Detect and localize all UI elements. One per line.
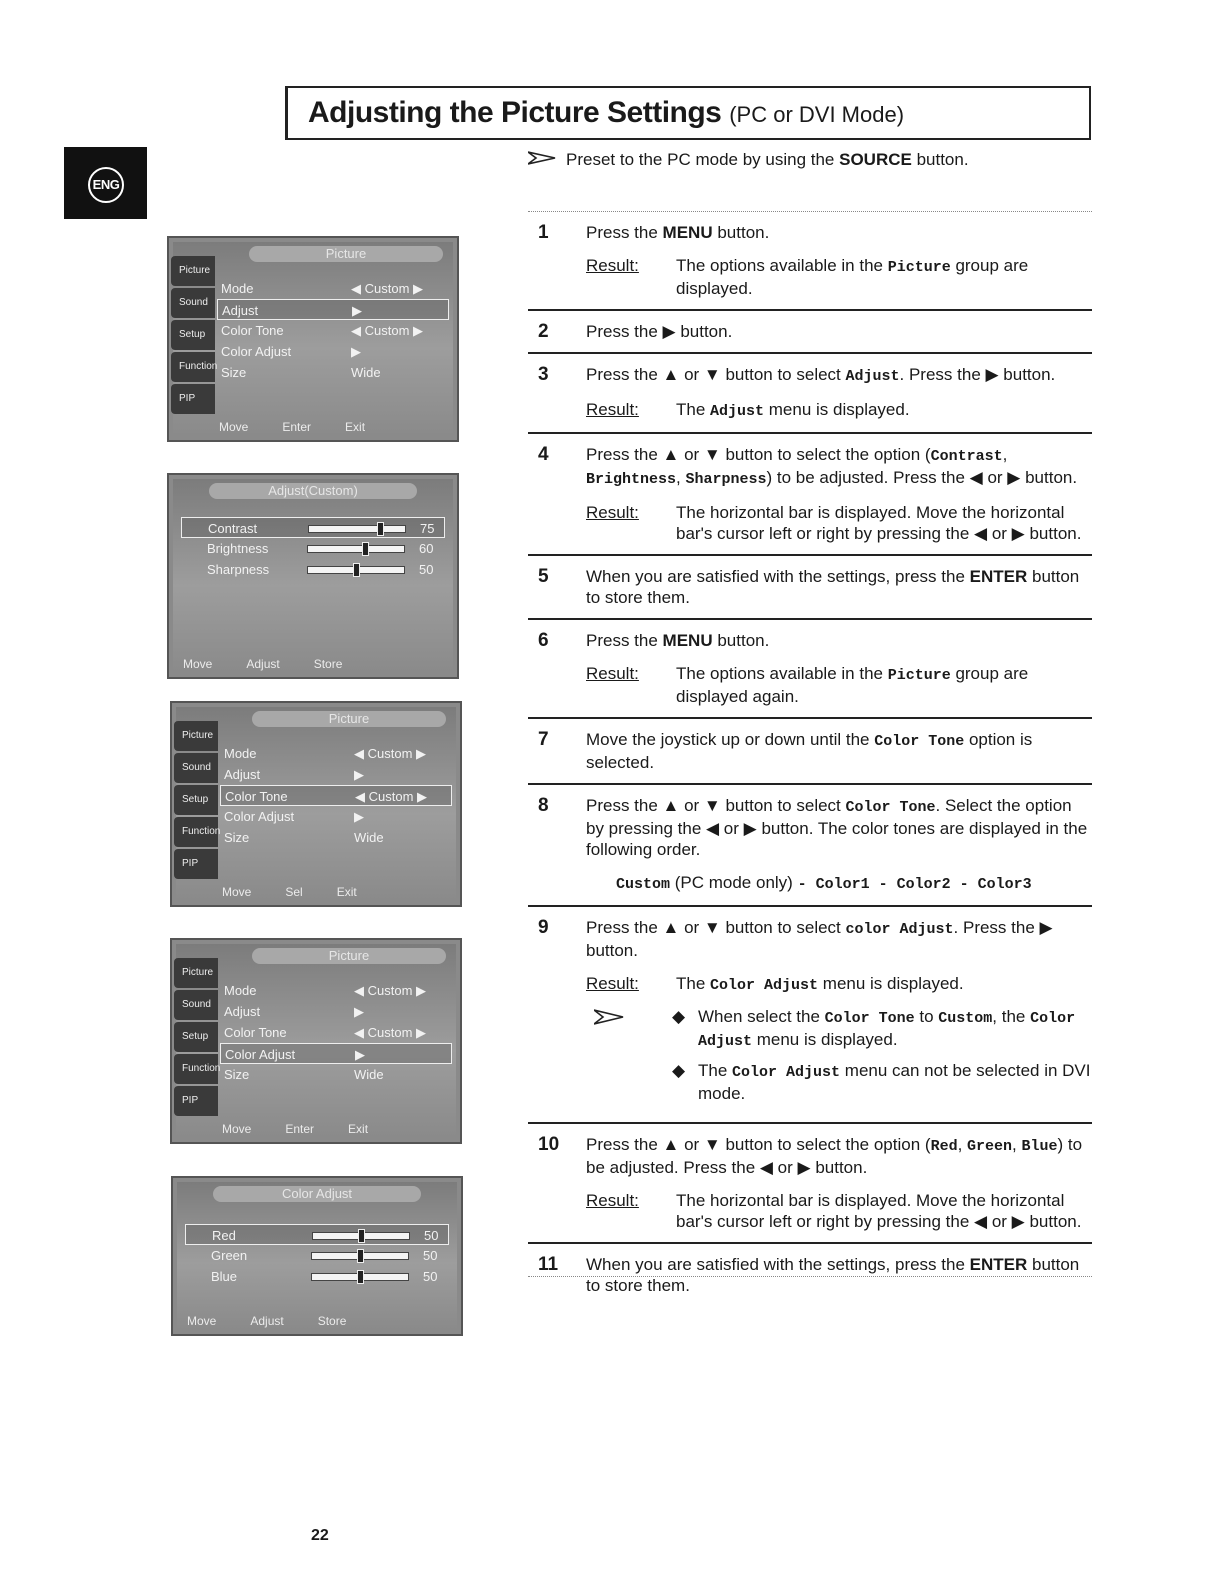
osd-row-selected <box>185 1224 449 1245</box>
osd-row <box>181 538 445 559</box>
step-text: Press the ▶ button. <box>586 322 733 341</box>
step-result <box>586 663 1092 707</box>
osd-picture-menu-color-tone <box>170 701 462 907</box>
osd-row-selected <box>181 517 445 538</box>
osd-rows <box>185 1224 449 1287</box>
osd-slider-bar <box>307 566 405 574</box>
note-item <box>666 1060 1092 1104</box>
osd-row-label: Size <box>224 830 250 845</box>
result-label: Result: <box>586 400 639 419</box>
step-code: Color Tone <box>874 733 965 750</box>
osd-sidebar-function: Function <box>171 352 215 382</box>
result-text: The options available in the <box>676 256 888 275</box>
step-text: , <box>1012 1135 1022 1154</box>
step-text: . Select the option by pressing the ◀ or ▶ button. The color tones are displayed in the following order. <box>586 796 1088 859</box>
result-text: The horizontal bar is displayed. Move the horizontal bar's cursor left or right by pressing the ◀ or ▶ button. <box>676 1191 1082 1231</box>
step-9 <box>528 917 1092 1124</box>
osd-row-label: Color Tone <box>224 1025 287 1040</box>
osd-sidebar-sound: Sound <box>171 288 215 318</box>
step-text: button to store them. <box>586 1255 1080 1295</box>
osd-row-label: Mode <box>224 983 257 998</box>
page-title-sub: (PC or DVI Mode) <box>729 102 905 127</box>
osd-footer <box>222 883 454 901</box>
osd-row-label: Sharpness <box>207 562 270 577</box>
step-bold: ENTER <box>969 567 1028 586</box>
result-text: group are displayed again. <box>676 664 1029 706</box>
step-bold: ENTER <box>969 1255 1028 1274</box>
step-code: Blue <box>1021 1138 1058 1155</box>
osd-footer <box>183 655 451 673</box>
osd-row-value: ◀ Custom ▶ <box>354 1025 427 1040</box>
osd-rows <box>217 278 449 383</box>
step-result <box>586 399 1092 422</box>
osd-row-value: ◀ Custom ▶ <box>351 281 424 296</box>
osd-rows <box>181 517 445 580</box>
step-number: 5 <box>538 566 549 587</box>
step-result <box>586 1190 1092 1232</box>
osd-row-label: Size <box>224 1067 250 1082</box>
step-number: 2 <box>538 321 549 342</box>
osd-footer <box>187 1312 455 1330</box>
osd-footer-sel: Sel <box>285 885 303 899</box>
result-label: Result: <box>586 664 639 683</box>
osd-footer-store: Store <box>313 657 343 671</box>
step-bold: MENU <box>662 631 713 650</box>
osd-picture-menu-adjust <box>167 236 459 442</box>
note-code: Color Adjust <box>732 1064 841 1081</box>
osd-row-label: Adjust <box>224 1004 261 1019</box>
osd-footer-exit: Exit <box>348 1122 369 1136</box>
osd-sidebar-sound: Sound <box>174 753 218 783</box>
osd-row <box>220 1022 452 1043</box>
osd-sidebar <box>171 256 218 416</box>
osd-row-value: 75 <box>420 521 435 536</box>
osd-row <box>217 320 449 341</box>
osd-header: Picture <box>252 711 446 727</box>
step-text: . Press the ▶ button. <box>586 918 1053 960</box>
osd-header: Picture <box>252 948 446 964</box>
step-code: Contrast <box>930 448 1003 465</box>
step-10 <box>528 1134 1092 1244</box>
page-title-box <box>285 86 1091 140</box>
osd-slider-bar <box>307 545 405 553</box>
result-label: Result: <box>586 974 639 993</box>
step-text: , <box>957 1135 968 1154</box>
osd-sidebar-picture: Picture <box>174 958 218 988</box>
osd-footer-adjust: Adjust <box>246 657 280 671</box>
osd-footer-move: Move <box>183 657 213 671</box>
osd-row-label: Adjust <box>224 767 261 782</box>
osd-row-value: Wide <box>354 830 384 845</box>
osd-footer-move: Move <box>219 420 249 434</box>
osd-footer-move: Move <box>222 1122 252 1136</box>
note-arrow-icon <box>594 1008 624 1026</box>
osd-row-label: Size <box>221 365 247 380</box>
osd-sidebar-picture: Picture <box>174 721 218 751</box>
osd-row-label: Green <box>211 1248 248 1263</box>
step-text: Press the <box>586 223 663 242</box>
divider-dotted-top <box>528 211 1092 213</box>
preset-source: SOURCE <box>839 150 912 169</box>
osd-header: Color Adjust <box>213 1186 421 1202</box>
step-number: 7 <box>538 729 549 750</box>
osd-sidebar-pip: PIP <box>174 1086 218 1116</box>
osd-slider-bar <box>311 1273 409 1281</box>
osd-slider-bar <box>311 1252 409 1260</box>
result-text: group are displayed. <box>676 256 1029 298</box>
note-code: Color Adjust <box>698 1010 1076 1050</box>
color-tone-sequence <box>586 872 1092 895</box>
step-text: Press the ▲ or ▼ button to select the option ( <box>586 445 931 464</box>
note-text: menu is displayed. <box>752 1030 898 1049</box>
step-text: , <box>676 468 686 487</box>
step-text: Press the ▲ or ▼ button to select the option ( <box>586 1135 931 1154</box>
page-title-main: Adjusting the Picture Settings <box>308 96 722 129</box>
language-tab <box>64 147 147 219</box>
osd-row-label: Blue <box>211 1269 238 1284</box>
osd-sidebar-pip: PIP <box>171 384 215 414</box>
osd-row-value: ◀ Custom ▶ <box>355 789 428 804</box>
step-text: Press the ▲ or ▼ button to select <box>586 796 846 815</box>
step-result <box>586 973 1092 996</box>
note-text: When select the <box>698 1007 825 1026</box>
osd-row <box>220 1064 452 1085</box>
osd-row <box>185 1266 449 1287</box>
step-text: ) to be adjusted. Press the ◀ or ▶ button. <box>766 468 1078 487</box>
osd-row <box>220 980 452 1001</box>
osd-footer-move: Move <box>187 1314 217 1328</box>
step-number: 6 <box>538 630 549 651</box>
osd-row <box>220 743 452 764</box>
language-badge: ENG <box>88 167 124 203</box>
sequence-code: Custom <box>616 876 671 893</box>
step-text: ) to be adjusted. Press the ◀ or ▶ button. <box>586 1135 1083 1177</box>
result-code: Picture <box>887 259 951 276</box>
preset-text: Preset to the PC mode by using the <box>566 150 840 169</box>
step-number: 1 <box>538 222 549 243</box>
osd-rows <box>220 980 452 1085</box>
step-number: 3 <box>538 364 549 385</box>
step-5 <box>528 566 1092 620</box>
step-9-notes <box>586 1006 1092 1104</box>
step-code: Red <box>930 1138 958 1155</box>
step-1 <box>528 222 1092 311</box>
result-text: menu is displayed. <box>818 974 964 993</box>
osd-color-adjust-menu <box>171 1176 463 1336</box>
osd-row-value: ▶ <box>354 1004 364 1019</box>
osd-sidebar-function: Function <box>174 1054 218 1084</box>
osd-row-value: ▶ <box>352 303 362 318</box>
diamond-bullet-icon: ◆ <box>672 1061 686 1080</box>
step-text: Move the joystick up or down until the <box>586 730 875 749</box>
sequence-text: (PC mode only) <box>670 873 798 892</box>
step-number: 8 <box>538 795 549 816</box>
osd-row-value: ▶ <box>351 344 361 359</box>
step-number: 10 <box>538 1134 560 1155</box>
osd-row <box>220 1001 452 1022</box>
osd-row <box>185 1245 449 1266</box>
osd-slider-knob <box>357 1270 364 1284</box>
note-item <box>666 1006 1092 1052</box>
note-text: The <box>698 1061 733 1080</box>
result-text: The <box>676 974 711 993</box>
osd-row-value: 50 <box>419 562 434 577</box>
step-text: Press the ▲ or ▼ button to select <box>586 918 846 937</box>
preset-note <box>528 150 969 170</box>
osd-footer-enter: Enter <box>285 1122 315 1136</box>
osd-row <box>217 362 449 383</box>
divider-dotted-bottom <box>528 1276 1092 1278</box>
diamond-bullet-icon: ◆ <box>672 1007 686 1026</box>
osd-footer <box>222 1120 454 1138</box>
step-text: option is selected. <box>586 730 1033 772</box>
osd-row-selected <box>220 1043 452 1064</box>
result-code: Picture <box>887 667 951 684</box>
page-number: 22 <box>311 1527 329 1544</box>
osd-slider-bar <box>312 1232 410 1240</box>
osd-sidebar-setup: Setup <box>171 320 215 350</box>
osd-sidebar-sound: Sound <box>174 990 218 1020</box>
osd-slider-knob <box>377 522 384 536</box>
osd-row-label: Contrast <box>208 521 258 536</box>
step-code: Sharpness <box>685 471 767 488</box>
step-list <box>528 222 1092 1316</box>
osd-row-selected <box>217 299 449 320</box>
step-8 <box>528 795 1092 907</box>
osd-picture-menu-color-adjust <box>170 938 462 1144</box>
result-label: Result: <box>586 1191 639 1210</box>
step-number: 9 <box>538 917 549 938</box>
note-text: menu can not be selected in DVI mode. <box>698 1061 1091 1103</box>
osd-row-label: Mode <box>224 746 257 761</box>
osd-row <box>220 764 452 785</box>
osd-row-value: ▶ <box>355 1047 365 1062</box>
step-7 <box>528 729 1092 785</box>
osd-slider-knob <box>362 542 369 556</box>
step-text: Press the ▲ or ▼ button to select <box>586 365 846 384</box>
osd-footer-store: Store <box>317 1314 347 1328</box>
osd-footer-move: Move <box>222 885 252 899</box>
result-text: The <box>676 400 711 419</box>
osd-row-value: 50 <box>423 1248 438 1263</box>
preset-text-end: button. <box>911 150 969 169</box>
osd-row-value: Wide <box>351 365 381 380</box>
page-title <box>308 96 904 130</box>
note-code: Color Tone <box>824 1010 915 1027</box>
osd-sidebar <box>174 721 221 881</box>
step-bold: MENU <box>662 223 713 242</box>
osd-header: Adjust(Custom) <box>209 483 417 499</box>
step-text: Press the <box>586 631 663 650</box>
result-text: menu is displayed. <box>764 400 910 419</box>
step-text: button. <box>712 223 770 242</box>
step-code: Color Tone <box>845 799 936 816</box>
osd-row-label: Red <box>212 1228 236 1243</box>
step-4 <box>528 444 1092 556</box>
osd-adjust-menu <box>167 473 459 679</box>
step-11 <box>528 1254 1092 1306</box>
step-text: When you are satisfied with the settings, press the <box>586 567 970 586</box>
sequence-code: - Color1 - Color2 - Color3 <box>797 876 1032 893</box>
osd-row <box>220 827 452 848</box>
osd-row-value: ▶ <box>354 809 364 824</box>
note-text: , the <box>992 1007 1031 1026</box>
step-text: , <box>1002 445 1008 464</box>
osd-slider-bar <box>308 525 406 533</box>
step-number: 4 <box>538 444 549 465</box>
step-result <box>586 255 1092 299</box>
result-label: Result: <box>586 256 639 275</box>
osd-header: Picture <box>249 246 443 262</box>
osd-footer-adjust: Adjust <box>250 1314 284 1328</box>
osd-row <box>217 341 449 362</box>
step-3 <box>528 364 1092 434</box>
osd-row-value: ◀ Custom ▶ <box>354 983 427 998</box>
osd-row-value: 50 <box>423 1269 438 1284</box>
result-code: Adjust <box>710 403 765 420</box>
step-text: button. <box>712 631 770 650</box>
step-code: Green <box>967 1138 1013 1155</box>
osd-row-label: Color Adjust <box>224 809 295 824</box>
step-code: Brightness <box>586 471 677 488</box>
step-2 <box>528 321 1092 354</box>
step-code: color Adjust <box>845 921 954 938</box>
osd-rows <box>220 743 452 848</box>
osd-sidebar-setup: Setup <box>174 785 218 815</box>
osd-row-label: Adjust <box>222 303 259 318</box>
osd-row-value: 50 <box>424 1228 439 1243</box>
osd-row-label: Brightness <box>207 541 269 556</box>
step-text: . Press the ▶ button. <box>899 365 1056 384</box>
osd-row-label: Mode <box>221 281 254 296</box>
result-text: The horizontal bar is displayed. Move the horizontal bar's cursor left or right by pressing the ◀ or ▶ button. <box>676 503 1082 543</box>
osd-sidebar <box>174 958 221 1118</box>
osd-row-value: ▶ <box>354 767 364 782</box>
osd-row-value: ◀ Custom ▶ <box>354 746 427 761</box>
osd-sidebar-pip: PIP <box>174 849 218 879</box>
step-6 <box>528 630 1092 719</box>
result-code: Color Adjust <box>710 977 819 994</box>
osd-row-value: Wide <box>354 1067 384 1082</box>
osd-footer <box>219 418 451 436</box>
osd-row-value: 60 <box>419 541 434 556</box>
result-label: Result: <box>586 503 639 522</box>
osd-slider-knob <box>353 563 360 577</box>
note-arrow-icon <box>528 151 556 165</box>
osd-row <box>181 559 445 580</box>
osd-sidebar-function: Function <box>174 817 218 847</box>
step-text: When you are satisfied with the settings, press the <box>586 1255 970 1274</box>
step-code: Adjust <box>845 368 900 385</box>
osd-row-selected <box>220 785 452 806</box>
osd-row-label: Color Tone <box>225 789 288 804</box>
result-text: The options available in the <box>676 664 888 683</box>
osd-row-label: Color Tone <box>221 323 284 338</box>
osd-row <box>220 806 452 827</box>
osd-footer-exit: Exit <box>336 885 357 899</box>
osd-footer-enter: Enter <box>282 420 312 434</box>
osd-sidebar-picture: Picture <box>171 256 215 286</box>
osd-sidebar-setup: Setup <box>174 1022 218 1052</box>
osd-row-value: ◀ Custom ▶ <box>351 323 424 338</box>
step-result <box>586 502 1092 544</box>
osd-slider-knob <box>357 1249 364 1263</box>
note-code: Custom <box>938 1010 993 1027</box>
osd-row-label: Color Adjust <box>221 344 292 359</box>
step-number: 11 <box>538 1254 559 1275</box>
osd-slider-knob <box>358 1229 365 1243</box>
step-text: button to store them. <box>586 567 1080 607</box>
osd-footer-exit: Exit <box>345 420 366 434</box>
note-text: to <box>914 1007 939 1026</box>
osd-row-label: Color Adjust <box>225 1047 296 1062</box>
osd-row <box>217 278 449 299</box>
